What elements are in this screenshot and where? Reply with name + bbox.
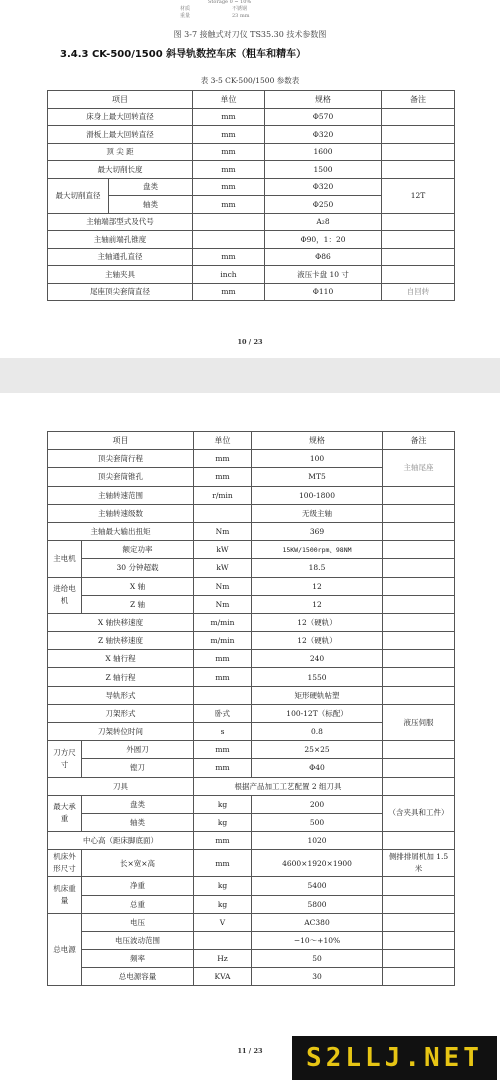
cell-unit: mm (193, 143, 265, 161)
cell-item: 总重 (82, 895, 194, 913)
table-row (48, 632, 455, 650)
cell-item: 顶尖套筒行程 (48, 450, 194, 468)
cell-item: 床身上最大回转直径 (48, 108, 193, 126)
cell-item: X 轴 (82, 577, 194, 595)
cell-spec: 18.5 (252, 559, 383, 577)
cell-item: 轴类 (82, 813, 194, 831)
cell-unit: mm (193, 178, 265, 196)
table-row (48, 266, 455, 284)
header-spec: 规格 (252, 432, 383, 450)
table-row (48, 968, 455, 986)
cell-unit: V (194, 913, 252, 931)
cell-group-label: 进给电机 (48, 577, 82, 613)
cell-spec: 液压卡盘 10 寸 (265, 266, 382, 284)
cell-unit (194, 504, 252, 522)
cell-unit: 卧式 (194, 704, 252, 722)
header-remark: 备注 (383, 432, 455, 450)
cell-spec: 4600×1920×1900 (252, 850, 383, 877)
table-row (48, 877, 455, 895)
cell-unit: kW (194, 541, 252, 559)
cell-spec: 15KW/1500rpm、98NM (252, 541, 383, 559)
cell-remark (382, 143, 455, 161)
table-header-row (48, 432, 455, 450)
cell-item: 刀架转位时间 (48, 723, 194, 741)
cell-item: 主轴夹具 (48, 266, 193, 284)
cell-unit: mm (194, 759, 252, 777)
cell-unit: m/min (194, 632, 252, 650)
cell-unit: KVA (194, 968, 252, 986)
cell-item: 导轨形式 (48, 686, 194, 704)
fragment-text: 不锈钢 (232, 6, 248, 12)
cell-spec: 无级主轴 (252, 504, 383, 522)
cell-spec: 矩形硬轨帖塑 (252, 686, 383, 704)
fragment-text: 材质 (180, 6, 191, 12)
cell-group-label: 最大切削直径 (48, 178, 109, 213)
cell-item: 主轴转速级数 (48, 504, 194, 522)
cell-remark (383, 595, 455, 613)
table-row (48, 283, 455, 301)
cell-remark (383, 522, 455, 540)
cell-unit: mm (194, 468, 252, 486)
cell-unit: r/min (194, 486, 252, 504)
cell-unit (194, 686, 252, 704)
cell-remark: 液压伺服 (383, 704, 455, 740)
table-row (48, 895, 455, 913)
cell-spec: 1550 (252, 668, 383, 686)
cell-group-label: 机床重量 (48, 877, 82, 913)
table-row (48, 850, 455, 877)
cell-spec: 30 (252, 968, 383, 986)
cell-spec: −10～+10% (252, 931, 383, 949)
cell-spec: 0.8 (252, 723, 383, 741)
table-row (48, 213, 455, 231)
cell-remark (383, 577, 455, 595)
cell-remark (383, 759, 455, 777)
cell-remark (383, 504, 455, 522)
cell-spec: Φ90，1：20 (265, 231, 382, 249)
table-row (48, 108, 455, 126)
table-row (48, 595, 455, 613)
cell-remark (383, 541, 455, 559)
fragment-text: 重量 (180, 13, 191, 19)
cell-item: Z 轴 (82, 595, 194, 613)
header-item: 项目 (48, 91, 193, 109)
cell-remark (383, 613, 455, 631)
table-row (48, 832, 455, 850)
cell-remark (383, 777, 455, 795)
cell-unit (193, 231, 265, 249)
table-row (48, 541, 455, 559)
cell-remark (383, 913, 455, 931)
cell-item: 顶尖套筒锥孔 (48, 468, 194, 486)
spec-table-2 (47, 431, 455, 986)
table-row (48, 577, 455, 595)
cell-unit: kg (194, 795, 252, 813)
document-page-10 (0, 0, 500, 358)
cell-item: 中心高（距床脚底面） (48, 832, 194, 850)
cell-item: 盘类 (82, 795, 194, 813)
cell-group-label: 机床外形尺寸 (48, 850, 82, 877)
cell-unit (193, 213, 265, 231)
cell-spec: 25×25 (252, 741, 383, 759)
cell-remark (383, 559, 455, 577)
cell-item: 顶 尖 距 (48, 143, 193, 161)
cell-spec: 12（硬轨） (252, 613, 383, 631)
cell-unit: mm (194, 832, 252, 850)
table-row (48, 950, 455, 968)
table-row (48, 613, 455, 631)
cell-item: Z 轴快移速度 (48, 632, 194, 650)
cell-item: 净重 (82, 877, 194, 895)
cell-remark (382, 266, 455, 284)
cell-item: X 轴快移速度 (48, 613, 194, 631)
cell-remark (383, 895, 455, 913)
cell-item: 主轴通孔直径 (48, 248, 193, 266)
cell-item: 刀架形式 (48, 704, 194, 722)
table-row (48, 486, 455, 504)
fragment-text: 23 mm (232, 13, 250, 19)
cell-item: 滑板上最大回转直径 (48, 126, 193, 144)
cell-unit: mm (194, 450, 252, 468)
table-row (48, 450, 455, 468)
table-row (48, 777, 455, 795)
table-row (48, 704, 455, 722)
figure-caption: 图 3-7 接触式对刀仪 TS35.30 技术参数图 (173, 30, 327, 39)
cell-remark (383, 486, 455, 504)
cell-remark (383, 877, 455, 895)
header-remark: 备注 (382, 91, 455, 109)
cell-unit: mm (194, 668, 252, 686)
cell-spec: Φ570 (265, 108, 382, 126)
cell-remark (383, 741, 455, 759)
cell-remark (383, 650, 455, 668)
cell-unit: mm (193, 108, 265, 126)
cell-item: 主轴端部型式及代号 (48, 213, 193, 231)
cell-item: 主轴最大输出扭矩 (48, 522, 194, 540)
header-spec: 规格 (265, 91, 382, 109)
cell-unit: s (194, 723, 252, 741)
cell-item: 镗刀 (82, 759, 194, 777)
cell-remark (382, 108, 455, 126)
cell-item: 盘类 (109, 178, 193, 196)
page-number: 11 / 23 (237, 1047, 263, 1055)
cell-remark: 12T (382, 178, 455, 213)
table-row (48, 650, 455, 668)
cell-remark (382, 126, 455, 144)
cell-remark (382, 213, 455, 231)
page-number: 10 / 23 (237, 338, 263, 346)
cell-spec: 12 (252, 595, 383, 613)
cell-unit: mm (193, 126, 265, 144)
cell-group-label: 主电机 (48, 541, 82, 577)
cell-spec: 100-12T（标配） (252, 704, 383, 722)
table-row (48, 795, 455, 813)
cell-remark (383, 668, 455, 686)
cell-remark (383, 968, 455, 986)
table-row (48, 126, 455, 144)
header-item: 项目 (48, 432, 194, 450)
cell-remark (383, 832, 455, 850)
fragment-text: Storage 0 ~ 10% (208, 0, 252, 5)
cell-spec: 1600 (265, 143, 382, 161)
table-row (48, 759, 455, 777)
cell-group-label: 最大承重 (48, 795, 82, 831)
cell-spec: 1500 (265, 161, 382, 179)
cell-unit: mm (193, 248, 265, 266)
section-heading: 3.4.3 CK-500/1500 斜导轨数控车床（粗车和精车） (60, 49, 307, 60)
cell-remark (383, 632, 455, 650)
cell-item: Z 轴行程 (48, 668, 194, 686)
cell-spec: 100 (252, 450, 383, 468)
cell-spec: Φ110 (265, 283, 382, 301)
header-unit: 单位 (194, 432, 252, 450)
cell-unit: Nm (194, 577, 252, 595)
header-unit: 单位 (193, 91, 265, 109)
cell-spec: 根据产品加工工艺配置 2 组刀具 (194, 777, 383, 795)
cell-remark: 主轴尾座 (383, 450, 455, 486)
table-row (48, 668, 455, 686)
cell-remark (383, 686, 455, 704)
cell-item: 刀具 (48, 777, 194, 795)
cell-unit: mm (193, 283, 265, 301)
table-row (48, 741, 455, 759)
table-row (48, 931, 455, 949)
table-row (48, 559, 455, 577)
cell-spec: 240 (252, 650, 383, 668)
cell-spec: 12（硬轨） (252, 632, 383, 650)
table-row (48, 178, 455, 196)
cell-item: X 轴行程 (48, 650, 194, 668)
cell-unit: m/min (194, 613, 252, 631)
cell-spec: 1020 (252, 832, 383, 850)
cell-spec: 369 (252, 522, 383, 540)
cell-spec: 5800 (252, 895, 383, 913)
cell-spec: Φ250 (265, 196, 382, 214)
cell-unit: mm (194, 741, 252, 759)
cell-unit: Hz (194, 950, 252, 968)
cell-unit (194, 931, 252, 949)
cell-spec: 500 (252, 813, 383, 831)
cell-spec: 5400 (252, 877, 383, 895)
cell-remark: 侧排排屑机加 1.5 米 (383, 850, 455, 877)
site-watermark-logo: S2LLJ.NET (292, 1036, 497, 1080)
cell-unit: kg (194, 895, 252, 913)
table-row (48, 686, 455, 704)
cell-unit: mm (193, 196, 265, 214)
cell-spec: 50 (252, 950, 383, 968)
table-row (48, 161, 455, 179)
cell-spec: 200 (252, 795, 383, 813)
cell-remark (383, 931, 455, 949)
cell-item: 轴类 (109, 196, 193, 214)
cell-remark (382, 248, 455, 266)
table-row (48, 248, 455, 266)
cell-item: 总电源容量 (82, 968, 194, 986)
cell-remark: （含夹具和工件） (383, 795, 455, 831)
cell-remark: 自回转 (382, 283, 455, 301)
cell-unit: mm (193, 161, 265, 179)
cell-spec: MT5 (252, 468, 383, 486)
cell-item: 电压波动范围 (82, 931, 194, 949)
table-row (48, 504, 455, 522)
cell-unit: Nm (194, 595, 252, 613)
cell-group-label: 刀方尺寸 (48, 741, 82, 777)
table-caption: 表 3-5 CK-500/1500 参数表 (200, 76, 300, 85)
cell-spec: 100-1800 (252, 486, 383, 504)
cell-spec: A₂8 (265, 213, 382, 231)
cell-spec: AC380 (252, 913, 383, 931)
cell-unit: inch (193, 266, 265, 284)
cell-unit: kW (194, 559, 252, 577)
cell-item: 电压 (82, 913, 194, 931)
cell-item: 主轴前端孔锥度 (48, 231, 193, 249)
cell-spec: Φ86 (265, 248, 382, 266)
cell-remark (383, 950, 455, 968)
table-row (48, 231, 455, 249)
table-header-row (48, 91, 455, 109)
cell-unit: mm (194, 850, 252, 877)
spec-table-1 (47, 90, 455, 301)
cell-unit: kg (194, 813, 252, 831)
cell-unit: kg (194, 877, 252, 895)
cell-item: 额定功率 (82, 541, 194, 559)
table-row (48, 913, 455, 931)
cell-spec: Φ320 (265, 178, 382, 196)
cell-spec: Φ320 (265, 126, 382, 144)
cell-spec: Φ40 (252, 759, 383, 777)
cell-item: 主轴转速范围 (48, 486, 194, 504)
cell-item: 尾座顶尖套筒直径 (48, 283, 193, 301)
cell-item: 外圆刀 (82, 741, 194, 759)
cell-unit: mm (194, 650, 252, 668)
cell-group-label: 总电源 (48, 913, 82, 986)
cell-item: 30 分钟超载 (82, 559, 194, 577)
table-row (48, 522, 455, 540)
cell-item: 最大切削长度 (48, 161, 193, 179)
table-row (48, 143, 455, 161)
cell-item: 频率 (82, 950, 194, 968)
cell-spec: 12 (252, 577, 383, 595)
cell-unit: Nm (194, 522, 252, 540)
cell-remark (382, 161, 455, 179)
cell-remark (382, 231, 455, 249)
cell-item: 长×宽×高 (82, 850, 194, 877)
